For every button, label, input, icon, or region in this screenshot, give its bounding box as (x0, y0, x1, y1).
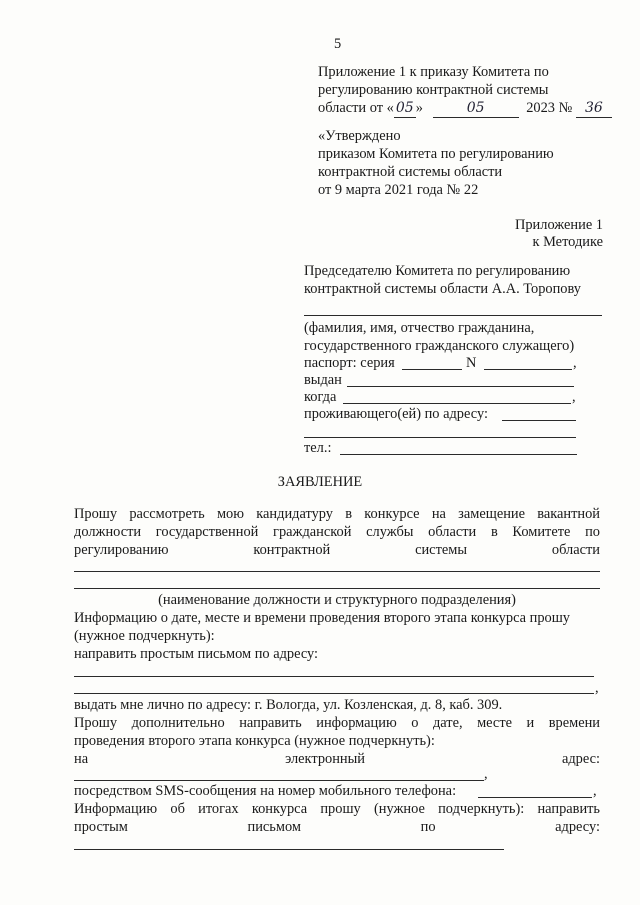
body-p4-line-1: Информацию об итогах конкурса прошу (нужное подчеркнуть): направить (74, 801, 600, 817)
residing-label: проживающего(ей) по адресу: (304, 406, 488, 422)
applicant-hint-2: государственного гражданского служащего) (304, 338, 575, 354)
passport-number-label: N (466, 355, 477, 371)
date-month-handwritten: 05 (433, 100, 519, 118)
appendix-line-2: к Методике (532, 234, 603, 250)
email-comma: , (484, 766, 488, 782)
passport-comma: , (573, 355, 577, 371)
mail-address-line-2 (74, 693, 594, 694)
body-p2-line-3: направить простым письмом по адресу: (74, 646, 319, 662)
applicant-hint-1: (фамилия, имя, отчество гражданина, (304, 320, 535, 336)
header-date-sep: » (415, 100, 423, 116)
body-p3-line-1: Прошу дополнительно направить информацию о дате, месте и времени (74, 715, 600, 731)
issued-label: выдан (304, 372, 342, 388)
position-line-2 (74, 588, 600, 589)
approved-line-2: приказом Комитета по регулированию (318, 146, 554, 162)
body-p2-line-4: выдать мне лично по адресу: г. Вологда, ул. Козленская, д. 8, каб. 309. (74, 697, 503, 713)
when-comma: , (572, 389, 576, 405)
header-line-3 (318, 100, 612, 118)
body-p1-line-1: Прошу рассмотреть мою кандидатуру в конкурсе на замещение вакантной (74, 506, 600, 522)
header-line-2: регулированию контрактной системы (318, 82, 549, 98)
page-number: 5 (334, 36, 342, 52)
header-line-1: Приложение 1 к приказу Комитета по (318, 64, 549, 80)
body-p1-line-3: регулированию контрактной системы области (74, 542, 600, 558)
approved-line-1: «Утверждено (318, 128, 401, 144)
header-date-prefix: области от « (318, 100, 394, 116)
when-line (343, 403, 571, 404)
mobile-phone-comma: , (593, 783, 597, 799)
passport-series-line (402, 369, 462, 370)
body-p3-line-3: на электронный адрес: (74, 751, 600, 767)
body-p3-line-2: проведения второго этапа конкурса (нужное подчеркнуть): (74, 733, 435, 749)
body-p2-line-2: (нужное подчеркнуть): (74, 628, 215, 644)
body-p4-line-2: простым письмом по адресу: (74, 819, 600, 835)
approved-line-3: контрактной системы области (318, 164, 503, 180)
issued-line (347, 386, 574, 387)
passport-series-label: паспорт: серия (304, 355, 395, 371)
header-year: 2023 № (526, 100, 573, 116)
address-line-2 (304, 437, 576, 438)
approved-line-4: от 9 марта 2021 года № 22 (318, 182, 479, 198)
position-hint: (наименование должности и структурного подразделения) (158, 592, 516, 608)
body-p2-line-1: Информацию о дате, месте и времени проведения второго этапа конкурса прошу (74, 610, 570, 626)
appendix-line-1: Приложение 1 (514, 217, 603, 233)
residing-line (502, 420, 576, 421)
document-title: ЗАЯВЛЕНИЕ (277, 474, 363, 490)
passport-number-line (484, 369, 572, 370)
order-number-handwritten: 36 (576, 100, 612, 118)
phone-line (340, 454, 577, 455)
applicant-name-line (304, 315, 602, 316)
addressee-line-1: Председателю Комитета по регулированию (304, 263, 571, 279)
body-p1-line-2: должности государственной гражданской службы области в Комитете по (74, 524, 600, 540)
results-address-line (74, 849, 504, 850)
date-day-handwritten: 05 (394, 100, 416, 118)
mobile-phone-line (478, 797, 592, 798)
addressee-line-2: контрактной системы области А.А. Торопову (304, 281, 581, 297)
phone-label: тел.: (304, 440, 332, 456)
mail-address-line-1 (74, 676, 594, 677)
mail-address-comma: , (595, 680, 599, 696)
position-line-1 (74, 571, 600, 572)
email-line (74, 780, 484, 781)
when-label: когда (304, 389, 337, 405)
body-p3-line-4: посредством SMS-сообщения на номер мобильного телефона: (74, 783, 457, 799)
